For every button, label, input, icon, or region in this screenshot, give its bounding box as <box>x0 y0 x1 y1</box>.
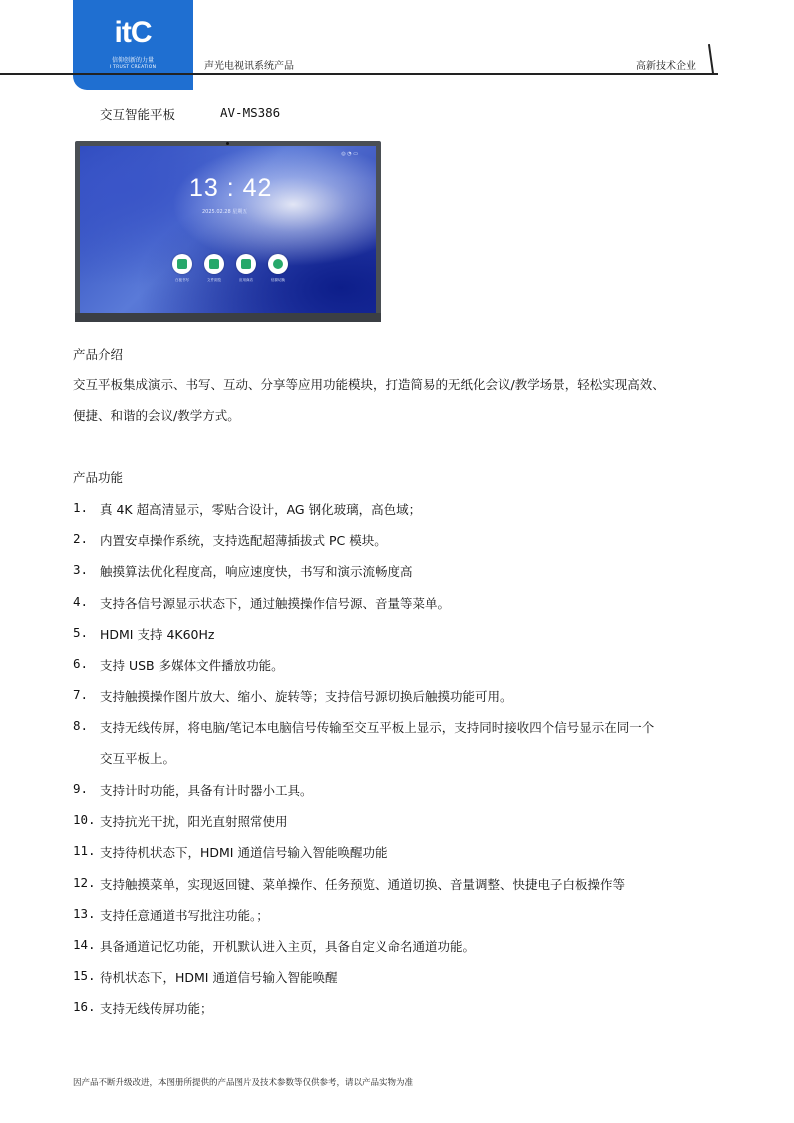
logo-slogan-en: I TRUST CREATION <box>109 65 157 70</box>
panel-screen <box>80 146 376 313</box>
feature-number: 12. <box>73 875 96 890</box>
feature-text: 支持各信号源显示状态下，通过触摸操作信号源、音量等菜单。 <box>100 596 451 611</box>
feature-number: 8. <box>73 718 89 733</box>
footer-disclaimer: 因产品不断升级改进，本图册所提供的产品图片及技术参数等仅供参考，请以产品实物为准 <box>73 1078 414 1088</box>
feature-text: 触摸算法优化程度高，响应速度快，书写和演示流畅度高 <box>100 564 413 579</box>
feature-number: 15. <box>73 968 96 983</box>
feature-number: 5. <box>73 625 89 640</box>
product-title: 交互智能平板 <box>100 107 176 122</box>
feature-number: 1. <box>73 500 89 515</box>
app-label: 白板书写 <box>175 278 189 282</box>
app-label: 文件浏览 <box>207 278 221 282</box>
screen-date: 2025.02.28 星期五 <box>202 209 248 215</box>
app-label: 信源切换 <box>271 278 285 282</box>
feature-text-continued: 交互平板上。 <box>100 751 176 766</box>
logo-slogan-cn: 信仰创新的力量 <box>111 57 154 64</box>
feature-text: 支持 USB 多媒体文件播放功能。 <box>100 658 284 673</box>
feature-text: 支持计时功能，具备有计时器小工具。 <box>100 783 313 798</box>
features-heading: 产品功能 <box>73 470 124 485</box>
feature-text: 内置安卓操作系统，支持选配超薄插拔式 PC 模块。 <box>100 533 387 548</box>
feature-text: 支持触摸操作图片放大、缩小、旋转等；支持信号源切换后触摸功能可用。 <box>100 689 513 704</box>
header-left-caption: 声光电视讯系统产品 <box>204 61 294 72</box>
feature-text: 具备通道记忆功能，开机默认进入主页，具备自定义命名通道功能。 <box>100 939 476 954</box>
feature-text: 真 4K 超高清显示，零贴合设计，AG 钢化玻璃，高色域； <box>100 502 422 517</box>
app-label: 应用商店 <box>239 278 253 282</box>
whiteboard-app-icon <box>172 254 192 282</box>
feature-number: 2. <box>73 531 89 546</box>
feature-text: HDMI 支持 4K60Hz <box>100 627 215 642</box>
status-icons: ◎ ◔ ▭ <box>341 151 358 157</box>
camera-icon <box>226 142 229 145</box>
store-app-icon <box>236 254 256 282</box>
source-app-icon <box>268 254 288 282</box>
feature-number: 4. <box>73 594 89 609</box>
feature-number: 6. <box>73 656 89 671</box>
feature-number: 3. <box>73 562 89 577</box>
feature-text: 支持无线传屏功能； <box>100 1001 213 1016</box>
feature-text: 支持任意通道书写批注功能。； <box>100 908 269 923</box>
feature-number: 14. <box>73 937 96 952</box>
intro-heading: 产品介绍 <box>73 347 124 362</box>
feature-number: 16. <box>73 999 96 1014</box>
feature-text: 支持触摸菜单，实现返回键、菜单操作、任务预览、通道切换、音量调整、快捷电子白板操作等 <box>100 877 626 892</box>
company-logo <box>73 0 193 90</box>
feature-text: 支持抗光干扰，阳光直射照常使用 <box>100 814 288 829</box>
feature-text: 支持无线传屏，将电脑/笔记本电脑信号传输至交互平板上显示，支持同时接收四个信号显示在同一个 <box>100 720 655 735</box>
intro-line: 交互平板集成演示、书写、互动、分享等应用功能模块，打造简易的无纸化会议/教学场景，轻松实现高效、 <box>73 377 665 392</box>
feature-number: 9. <box>73 781 89 796</box>
header-corner-mark <box>708 44 714 74</box>
panel-bezel <box>75 313 381 322</box>
product-model: AV-MS386 <box>220 105 281 120</box>
logo-wordmark: itC <box>114 16 152 49</box>
feature-number: 11. <box>73 843 96 858</box>
files-app-icon <box>204 254 224 282</box>
intro-line: 便捷、和谐的会议/教学方式。 <box>73 408 240 423</box>
feature-text: 待机状态下，HDMI 通道信号输入智能唤醒 <box>100 970 338 985</box>
header-right-caption: 高新技术企业 <box>636 61 696 72</box>
feature-text: 支持待机状态下，HDMI 通道信号输入智能唤醒功能 <box>100 845 388 860</box>
product-image-panel <box>75 141 381 322</box>
header-divider <box>0 73 718 75</box>
feature-number: 10. <box>73 812 96 827</box>
feature-number: 7. <box>73 687 89 702</box>
feature-number: 13. <box>73 906 96 921</box>
screen-clock: 13 : 42 <box>189 174 273 202</box>
